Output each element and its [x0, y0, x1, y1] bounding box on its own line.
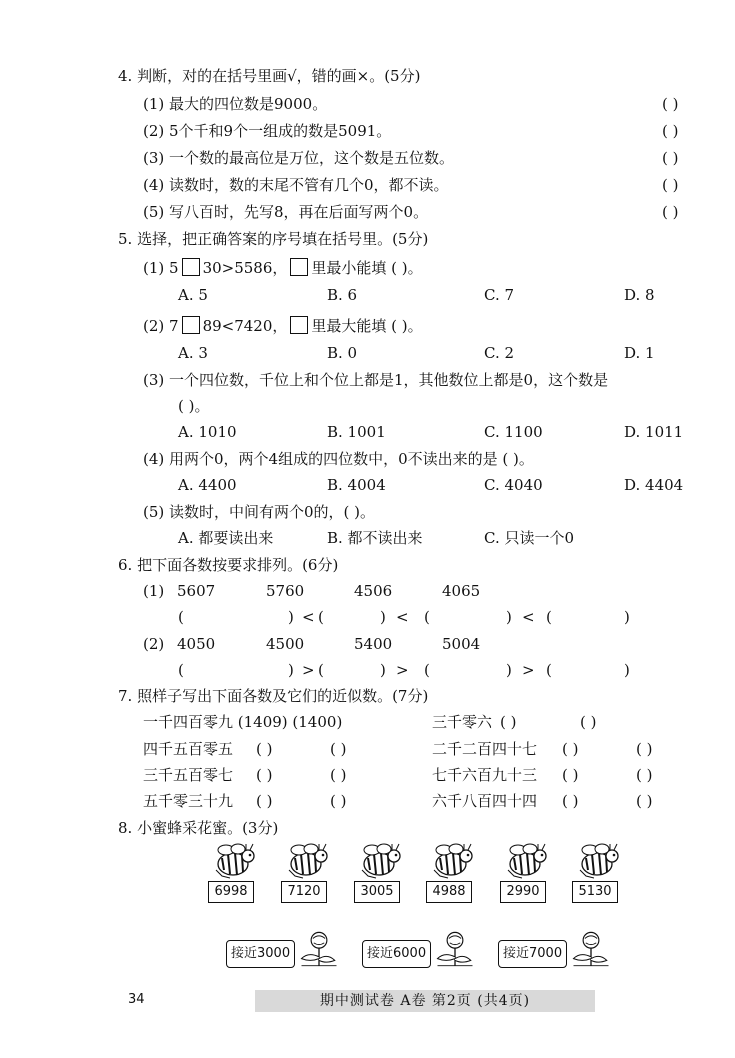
- q7-word: 六千八百四十四: [432, 792, 538, 810]
- order-close[interactable]: ): [506, 661, 512, 679]
- answer-blank[interactable]: ( ): [500, 713, 517, 731]
- order-open[interactable]: (: [178, 608, 184, 626]
- order-close[interactable]: ): [380, 661, 386, 679]
- greater-than-sign: >: [302, 661, 315, 679]
- option[interactable]: D. 1011: [624, 423, 684, 441]
- order-close[interactable]: ): [288, 661, 294, 679]
- option[interactable]: B. 6: [327, 286, 358, 304]
- q5-s1-post: 里最小能填 ( )。: [311, 259, 423, 277]
- order-close[interactable]: ): [624, 608, 630, 626]
- answer-blank[interactable]: ( ): [562, 766, 579, 784]
- bee-number[interactable]: 6998: [208, 881, 254, 903]
- q6-number: 4050: [177, 635, 216, 653]
- q5-s2-pre: (2) 7: [143, 317, 179, 335]
- answer-blank[interactable]: ( ): [330, 740, 347, 758]
- q4-item-3: (3) 一个数的最高位是万位，这个数是五位数。: [143, 149, 455, 167]
- q7-example: 一千四百零九 (1409) (1400): [143, 713, 343, 731]
- bee-number[interactable]: 4988: [426, 881, 472, 903]
- option[interactable]: C. 4040: [484, 476, 543, 494]
- answer-blank[interactable]: ( ): [562, 792, 579, 810]
- flower-icon: [298, 928, 340, 970]
- option[interactable]: B. 0: [327, 344, 358, 362]
- q7-heading: 7. 照样子写出下面各数及它们的近似数。(7分): [118, 687, 429, 705]
- flower-target[interactable]: 接近6000: [362, 940, 431, 968]
- page-number: 34: [128, 992, 145, 1007]
- order-open[interactable]: (: [178, 661, 184, 679]
- bee-icon: [502, 842, 548, 880]
- q7-word: 二千二百四十七: [432, 740, 538, 758]
- less-than-sign: <: [396, 608, 409, 626]
- order-open[interactable]: (: [546, 608, 552, 626]
- option[interactable]: C. 2: [484, 344, 515, 362]
- q5-s3-line2: ( )。: [178, 397, 210, 415]
- q4-item-5: (5) 写八百时，先写8，再在后面写两个0。: [143, 203, 429, 221]
- option[interactable]: A. 都要读出来: [178, 529, 274, 547]
- order-close[interactable]: ): [624, 661, 630, 679]
- q6-number: 4065: [442, 582, 481, 600]
- q5-s2-post: 里最大能填 ( )。: [311, 317, 423, 335]
- q6-number: 5760: [266, 582, 305, 600]
- bee-icon: [210, 842, 256, 880]
- blank-box[interactable]: [290, 316, 308, 334]
- option[interactable]: A. 5: [178, 286, 208, 304]
- less-than-sign: <: [302, 608, 315, 626]
- bee-icon: [574, 842, 620, 880]
- option[interactable]: A. 1010: [178, 423, 237, 441]
- q5-s3-line1: (3) 一个四位数，千位上和个位上都是1，其他数位上都是0，这个数是: [143, 371, 609, 389]
- option[interactable]: C. 1100: [484, 423, 543, 441]
- order-close[interactable]: ): [288, 608, 294, 626]
- q6-s1-label: (1): [143, 582, 165, 600]
- option[interactable]: D. 8: [624, 286, 655, 304]
- q4-item-2: (2) 5个千和9个一组成的数是5091。: [143, 122, 392, 140]
- flower-target[interactable]: 接近3000: [226, 940, 295, 968]
- flower-target[interactable]: 接近7000: [498, 940, 567, 968]
- answer-blank[interactable]: ( ): [636, 792, 653, 810]
- blank-box[interactable]: [182, 258, 200, 276]
- q6-number: 5004: [442, 635, 481, 653]
- answer-paren[interactable]: ( ): [662, 176, 679, 194]
- q6-number: 4500: [266, 635, 305, 653]
- greater-than-sign: >: [396, 661, 409, 679]
- flower-icon: [434, 928, 476, 970]
- order-open[interactable]: (: [424, 661, 430, 679]
- flower-icon: [570, 928, 612, 970]
- answer-blank[interactable]: ( ): [256, 792, 273, 810]
- answer-blank[interactable]: ( ): [330, 766, 347, 784]
- order-open[interactable]: (: [318, 608, 324, 626]
- q5-s4-stem: (4) 用两个0，两个4组成的四位数中，0不读出来的是 ( )。: [143, 450, 534, 468]
- blank-box[interactable]: [182, 316, 200, 334]
- answer-blank[interactable]: ( ): [580, 713, 597, 731]
- order-open[interactable]: (: [546, 661, 552, 679]
- order-open[interactable]: (: [424, 608, 430, 626]
- q7-word: 三千零六: [432, 713, 493, 731]
- option[interactable]: C. 只读一个0: [484, 529, 575, 547]
- q6-number: 5607: [177, 582, 216, 600]
- option[interactable]: D. 1: [624, 344, 655, 362]
- q6-heading: 6. 把下面各数按要求排列。(6分): [118, 556, 339, 574]
- answer-paren[interactable]: ( ): [662, 149, 679, 167]
- q5-s2-stem: [143, 316, 423, 336]
- bee-icon: [283, 842, 329, 880]
- footer-title: 期中测试卷 A卷 第2页 (共4页): [255, 990, 595, 1012]
- q6-s2-label: (2): [143, 635, 165, 653]
- q4-item-4: (4) 读数时，数的末尾不管有几个0，都不读。: [143, 176, 449, 194]
- option[interactable]: D. 4404: [624, 476, 684, 494]
- q4-heading: 4. 判断，对的在括号里画√，错的画×。(5分): [118, 67, 421, 85]
- bee-number[interactable]: 5130: [572, 881, 618, 903]
- option[interactable]: B. 都不读出来: [327, 529, 423, 547]
- q5-s1-pre: (1) 5: [143, 259, 179, 277]
- blank-box[interactable]: [290, 258, 308, 276]
- q5-heading: 5. 选择，把正确答案的序号填在括号里。(5分): [118, 230, 429, 248]
- bee-icon: [428, 842, 474, 880]
- bee-number[interactable]: 3005: [354, 881, 400, 903]
- q6-number: 4506: [354, 582, 393, 600]
- q7-word: 七千六百九十三: [432, 766, 538, 784]
- q5-s2-mid: 89<7420，: [202, 317, 288, 335]
- option[interactable]: B. 4004: [327, 476, 386, 494]
- answer-blank[interactable]: ( ): [256, 766, 273, 784]
- option[interactable]: B. 1001: [327, 423, 386, 441]
- option[interactable]: A. 3: [178, 344, 208, 362]
- q5-s1-stem: [143, 258, 423, 278]
- q7-word: 五千零三十九: [143, 792, 234, 810]
- q5-s1-mid: 30>5586，: [202, 259, 288, 277]
- answer-paren[interactable]: ( ): [662, 122, 679, 140]
- order-close[interactable]: ): [506, 608, 512, 626]
- less-than-sign: <: [522, 608, 535, 626]
- answer-blank[interactable]: ( ): [636, 766, 653, 784]
- bee-icon: [356, 842, 402, 880]
- q6-number: 5400: [354, 635, 393, 653]
- order-open[interactable]: (: [318, 661, 324, 679]
- answer-blank[interactable]: ( ): [330, 792, 347, 810]
- answer-blank[interactable]: ( ): [256, 740, 273, 758]
- greater-than-sign: >: [522, 661, 535, 679]
- option[interactable]: C. 7: [484, 286, 515, 304]
- q7-word: 四千五百零五: [143, 740, 234, 758]
- q8-heading: 8. 小蜜蜂采花蜜。(3分): [118, 819, 279, 837]
- q4-item-1: (1) 最大的四位数是9000。: [143, 95, 328, 113]
- option[interactable]: A. 4400: [178, 476, 237, 494]
- answer-blank[interactable]: ( ): [562, 740, 579, 758]
- q5-s5-stem: (5) 读数时，中间有两个0的，( )。: [143, 503, 376, 521]
- bee-number[interactable]: 7120: [281, 881, 327, 903]
- answer-paren[interactable]: ( ): [662, 203, 679, 221]
- answer-paren[interactable]: ( ): [662, 95, 679, 113]
- order-close[interactable]: ): [380, 608, 386, 626]
- bee-number[interactable]: 2990: [500, 881, 546, 903]
- q7-word: 三千五百零七: [143, 766, 234, 784]
- answer-blank[interactable]: ( ): [636, 740, 653, 758]
